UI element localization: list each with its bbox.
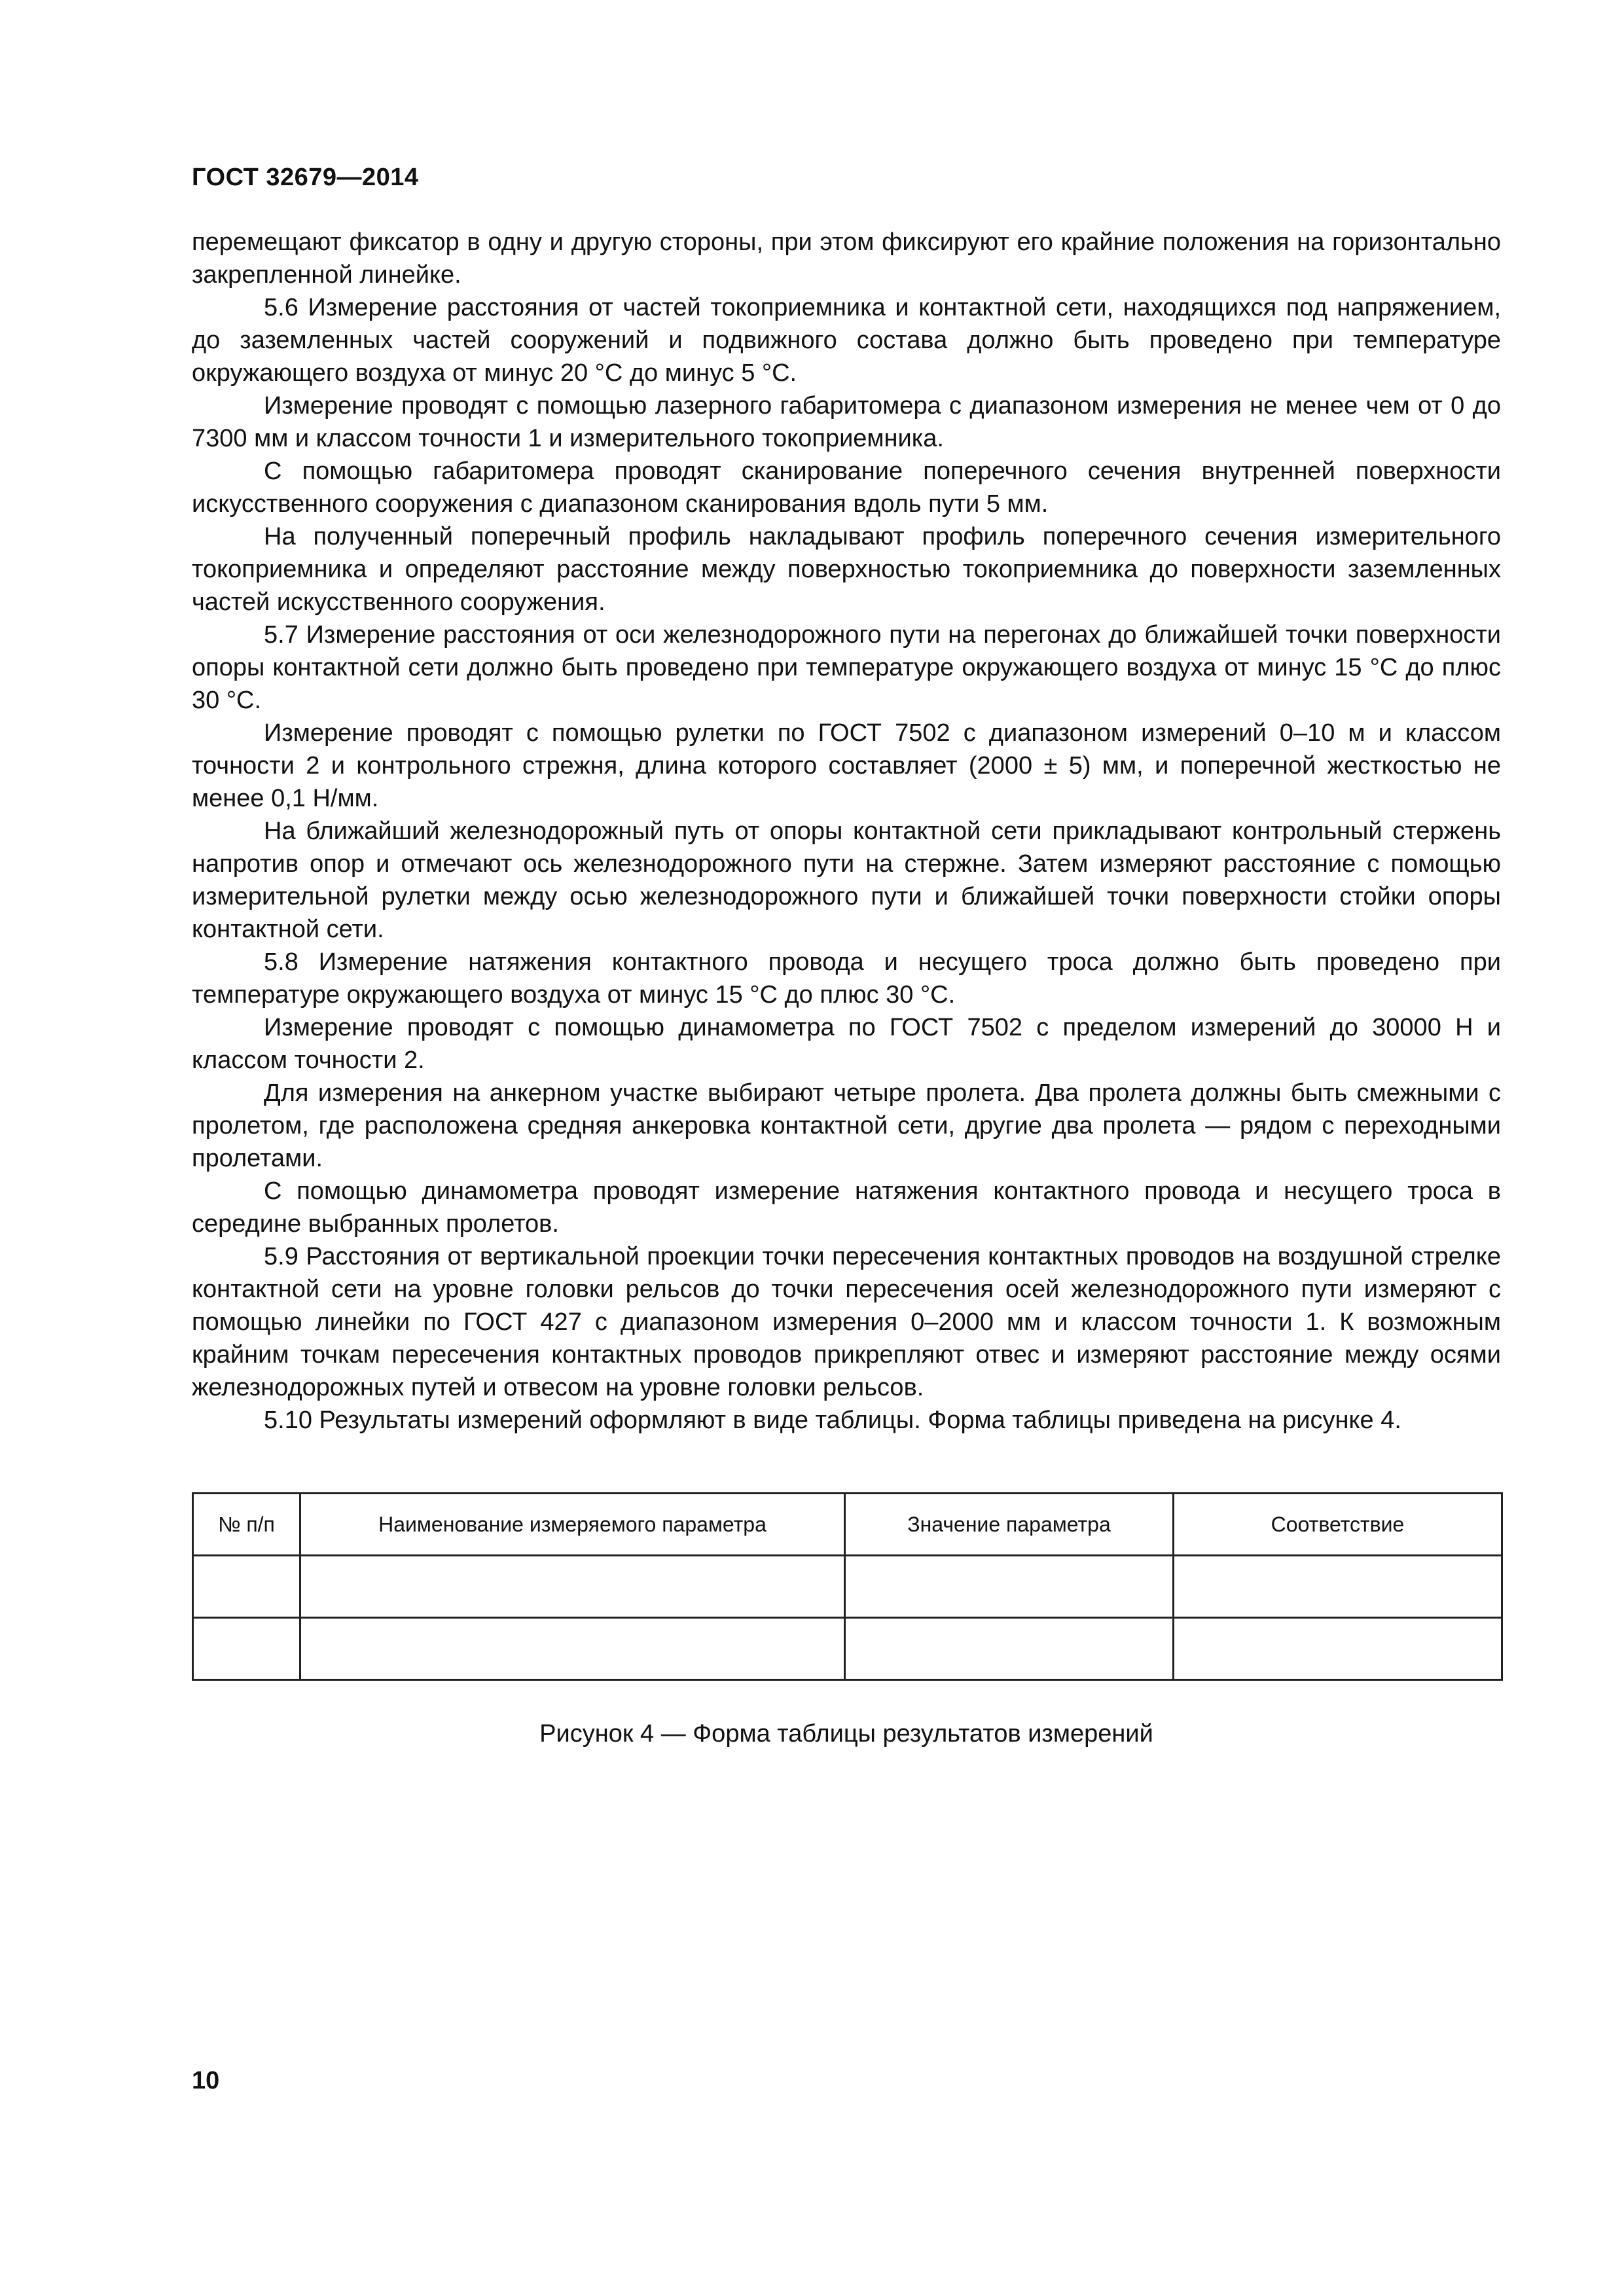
paragraph: Измерение проводят с помощью динамометра по ГОСТ 7502 с пределом измерений до 30000 Н и классом точности 2. [192,1014,1501,1074]
results-table [192,1492,1503,1681]
paragraph: Для измерения на анкерном участке выбирают четыре пролета. Два пролета должны быть смежными с пролетом, где расположена средняя анкеровка контактной сети, другие два пролета — рядом с переходными пролетами. [192,1079,1501,1172]
table-cell [845,1618,1174,1680]
table-row [193,1618,1502,1680]
paragraph: С помощью динамометра проводят измерение натяжения контактного провода и несущего троса в середине выбранных пролетов. [192,1177,1501,1238]
paragraph-continuation: перемещают фиксатор в одну и другую стороны, при этом фиксируют его крайние положения на горизонтально закрепленной линейке. [192,228,1501,289]
column-header-number: № п/п [193,1494,300,1556]
paragraph: С помощью габаритомера проводят сканирование поперечного сечения внутренней поверхности искусственного сооружения с диапазоном сканирования вдоль пути 5 мм. [192,457,1501,518]
paragraph: На полученный поперечный профиль накладывают профиль поперечного сечения измерительного токоприемника и определяют расстояние между поверхностью токоприемника до поверхности заземленных частей искусственного сооружения. [192,523,1501,616]
figure-caption: Рисунок 4 — Форма таблицы результатов измерений [539,1720,1153,1748]
paragraph-5-10: 5.10 Результаты измерений оформляют в виде таблицы. Форма таблицы приведена на рисунке 4. [264,1407,1401,1434]
table-cell [845,1556,1174,1618]
paragraph: Измерение проводят с помощью рулетки по ГОСТ 7502 с диапазоном измерений 0–10 м и классом точности 2 и контрольного стрежня, длина которого составляет (2000 ± 5) мм, и поперечной жесткостью не менее 0,1 Н/мм. [192,719,1501,812]
page-number: 10 [192,2067,220,2094]
table-cell [300,1618,845,1680]
body-text [192,226,1501,1437]
table-header-row [193,1494,1502,1556]
document-header: ГОСТ 32679—2014 [192,164,419,191]
paragraph-5-7: 5.7 Измерение расстояния от оси железнодорожного пути на перегонах до ближайшей точки поверхности опоры контактной сети должно быть проведено при температуре окружающего воздуха от минус 15 °С до плюс 30 °С. [192,621,1501,714]
column-header-parameter-value: Значение параметра [845,1494,1174,1556]
table-cell [300,1556,845,1618]
paragraph-5-9: 5.9 Расстояния от вертикальной проекции точки пересечения контактных проводов на воздушной стрелке контактной сети на уровне головки рельсов до точки пересечения осей железнодорожного пути измеряют с помощью линейки по ГОСТ 427 с диапазоном измерения 0–2000 мм и классом точности 1. К возможным крайним точкам пересечения контактных проводов прикрепляют отвес и измеряют расстояние между осями железнодорожных путей и отвесом на уровне головки рельсов. [192,1243,1501,1401]
column-header-parameter-name: Наименование измеряемого параметра [300,1494,845,1556]
table-cell [1174,1556,1502,1618]
table-cell [193,1618,300,1680]
table-cell [193,1556,300,1618]
table-cell [1174,1618,1502,1680]
results-table-figure [192,1492,1501,1681]
paragraph-5-6: 5.6 Измерение расстояния от частей токоприемника и контактной сети, находящихся под напряжением, до заземленных частей сооружений и подвижного состава должно быть проведено при температуре окружающего воздуха от минус 20 °С до минус 5 °С. [192,294,1501,387]
paragraph: На ближайший железнодорожный путь от опоры контактной сети прикладывают контрольный стержень напротив опор и отмечают ось железнодорожного пути на стержне. Затем измеряют расстояние с помощью измерительной рулетки между осью железнодорожного пути и ближайшей точки поверхности стойки опоры контактной сети. [192,817,1501,943]
table-row [193,1556,1502,1618]
paragraph: Измерение проводят с помощью лазерного габаритомера с диапазоном измерения не менее чем от 0 до 7300 мм и классом точности 1 и измерительного токоприемника. [192,392,1501,452]
paragraph-5-8: 5.8 Измерение натяжения контактного провода и несущего троса должно быть проведено при температуре окружающего воздуха от минус 15 °С до плюс 30 °С. [192,948,1501,1009]
column-header-conformity: Соответствие [1174,1494,1502,1556]
